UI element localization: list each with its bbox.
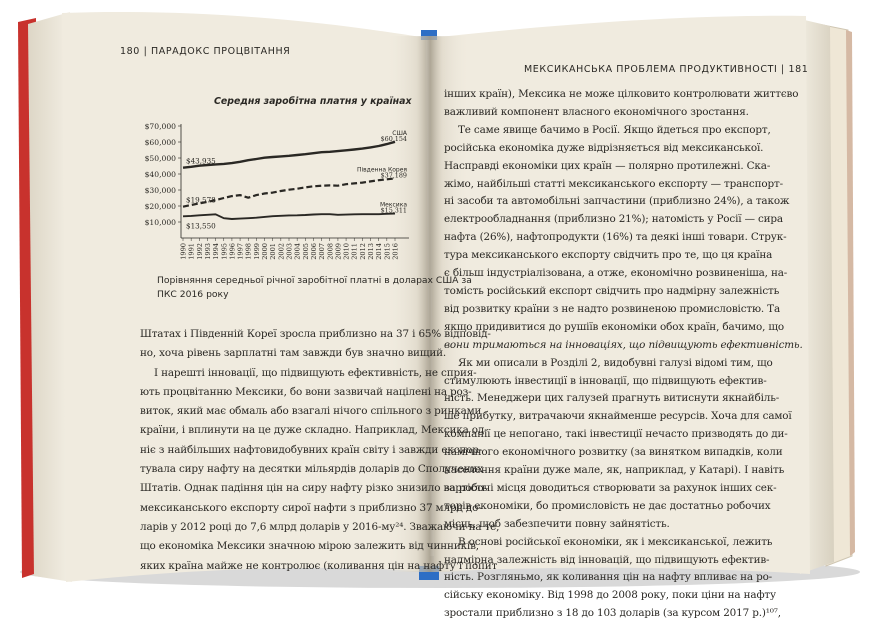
y-tick-label: $10,000 xyxy=(144,218,176,227)
text-line: но, хоча рівень зарплатні там завжди був значно вищий. xyxy=(140,347,447,360)
text-line: компанії це непогано, такі інвестиції нечасто призводять до ди- xyxy=(444,428,788,441)
left-running-title: ПАРАДОКС ПРОЦВІТАННЯ xyxy=(150,46,291,57)
text-line: Штатів. Однак падіння цін на сиру нафту різко знизило вартість xyxy=(140,482,488,495)
x-tick-label: 1993 xyxy=(203,243,212,260)
x-tick-label: 2009 xyxy=(334,243,343,260)
text-line: ність. Менеджери цих галузей прагнуть витиснути якнайбіль- xyxy=(444,392,780,405)
text-line: В основі російської економіки, як і мексиканської, лежить xyxy=(458,535,773,548)
text-line: за робочі місця доводиться створювати за рахунок інших сек- xyxy=(444,481,777,494)
header-divider: | xyxy=(781,64,789,75)
text-line: надмірна залежність від інновацій, що підвищують ефектив- xyxy=(444,553,770,566)
chart-caption xyxy=(157,274,472,302)
x-tick-label: 2011 xyxy=(350,243,359,260)
text-line: ні засоби та автомобільні запчастини (приблизно 24%), а також xyxy=(444,195,790,208)
text-line: якщо придивитися до рушіїв економіки обох країн, бачимо, що xyxy=(444,320,784,333)
y-tick-label: $30,000 xyxy=(144,186,176,195)
x-tick-label: 1991 xyxy=(187,243,196,260)
chart-title: Середня заробітна платня у країнах xyxy=(214,96,412,107)
text-line: російська економіка дуже відрізняється від мексиканської. xyxy=(444,141,764,154)
text-line: ше прибутку, витрачаючи якнайменше ресурсів. Хоча для самої xyxy=(444,410,792,423)
x-tick-label: 2012 xyxy=(358,243,367,260)
text-line: місць, щоб забезпечити повну зайнятість. xyxy=(444,517,670,530)
series-end-value-label: $15,311 xyxy=(380,206,407,215)
series-name-label: Мексика xyxy=(380,201,407,209)
x-tick-label: 1994 xyxy=(212,243,221,260)
x-tick-label: 1999 xyxy=(252,243,261,260)
text-line: ність. Розгляньмо, як коливання цін на нафту впливає на ро- xyxy=(444,571,773,584)
header-divider: | xyxy=(143,46,151,57)
text-line: яких країна майже не контролює (коливання цін на нафту і попит xyxy=(140,559,498,572)
series-start-value-label: $19,578 xyxy=(186,195,216,205)
text-line: намічного економічного розвитку (за винятком випадків, коли xyxy=(444,446,783,459)
x-tick-label: 2002 xyxy=(277,243,286,260)
series-name-label: Південна Корея xyxy=(356,166,407,174)
right-page-body xyxy=(444,86,803,623)
text-line: є більш індустріалізована, а отже, економічно розвиненіша, на- xyxy=(444,267,788,280)
y-tick-label: $60,000 xyxy=(144,138,176,147)
caption-line: Порівняння середньої річної заробітної платні в доларах США за xyxy=(157,275,472,286)
y-tick-label: $50,000 xyxy=(144,154,176,163)
series-end-value-label: $37,189 xyxy=(380,171,407,180)
text-line: ніє з найбільших нафтовидобувних країн світу і завжди експор- xyxy=(140,443,483,456)
right-page-number: 181 xyxy=(788,64,809,75)
text-line: Штатах і Південній Кореї зросла приблизно на 37 і 65% відповід- xyxy=(140,328,491,340)
x-tick-label: 2013 xyxy=(367,243,376,260)
x-tick-label: 2007 xyxy=(318,243,327,260)
text-line: електрообладнання (приблизно 21%); натомість у Росії — сира xyxy=(444,213,783,226)
left-page-number: 180 xyxy=(120,46,140,57)
x-tick-label: 2010 xyxy=(342,243,351,260)
text-line: від розвитку країни з не надто розвиненою промисловістю. Та xyxy=(444,302,781,315)
x-tick-label: 2015 xyxy=(383,243,392,260)
x-tick-label: 1992 xyxy=(195,243,204,260)
x-tick-label: 1996 xyxy=(228,243,237,260)
x-tick-label: 1990 xyxy=(179,243,188,260)
text-line: виток, який має обмаль або взагалі нічого спільного з ринками xyxy=(140,405,482,418)
x-tick-label: 2005 xyxy=(301,243,310,260)
series-end-value-label: $60,154 xyxy=(380,134,407,143)
x-tick-label: 1997 xyxy=(236,242,245,260)
x-tick-label: 1995 xyxy=(220,243,229,260)
text-line: Як ми описали в Розділі 2, видобувні галузі відомі тим, що xyxy=(458,356,773,369)
text-line: сійську економіку. Від 1998 до 2008 року, поки ціни на нафту xyxy=(444,589,776,602)
text-line: тура мексиканського експорту свідчить про те, що ця країна xyxy=(444,249,773,262)
x-tick-label: 2008 xyxy=(326,243,335,260)
text-line: мексиканського експорту сирої нафти з приблизно 37 млрд до- xyxy=(140,501,482,514)
text-line: тувала сиру нафту на десятки мільярдів доларів до Сполучених xyxy=(140,463,483,476)
x-tick-label: 1998 xyxy=(244,243,253,260)
text-line: торів економіки, бо промисловість не дає достатньо робочих xyxy=(444,499,771,512)
text-line: вони тримаються на інноваціях, що підвищують ефективність. xyxy=(444,338,803,351)
text-line: стимулюють інвестиції в інновації, що підвищують ефектив- xyxy=(444,374,767,387)
series-name-label: США xyxy=(392,129,407,137)
text-line: ють процвітанню Мексики, бо вони зазвичай націлені на роз- xyxy=(140,385,472,398)
text-line: важливий компонент власного економічного зростання. xyxy=(444,105,749,118)
x-tick-label: 2006 xyxy=(309,243,318,260)
text-line: ларів у 2012 році до 7,6 млрд доларів у 2016-му²⁴. Зважаючи на те, xyxy=(140,520,500,533)
text-line: Насправді економіки цих країн — полярно протилежні. Ска- xyxy=(444,159,771,172)
series-start-value-label: $43,935 xyxy=(186,156,216,166)
caption-line: ПКС 2016 року xyxy=(157,289,229,300)
text-line: жімо, найбільші статті мексиканського експорту — транспорт- xyxy=(444,177,783,190)
text-line: томість російський експорт свідчить про надмірну залежність xyxy=(444,284,780,297)
text-line: зростали приблизно з 18 до 103 доларів (за курсом 2017 р.)¹⁰⁷, xyxy=(444,607,781,620)
text-line: що економіка Мексики значною мірою залежить від чинників, xyxy=(140,540,479,553)
x-tick-label: 2016 xyxy=(391,243,400,260)
x-tick-label: 2004 xyxy=(293,243,302,260)
text-line: населення країни дуже мале, як, наприклад, у Катарі). І навіть xyxy=(444,464,785,477)
text-line: країни, і вплинути на це дуже складно. Наприклад, Мексика од- xyxy=(140,424,488,437)
x-tick-label: 2001 xyxy=(269,243,278,260)
y-tick-label: $40,000 xyxy=(144,170,176,179)
x-tick-label: 2000 xyxy=(261,243,270,260)
x-tick-label: 2014 xyxy=(375,243,384,260)
text-line: інших країн), Мексика не може цілковито контролювати життєво xyxy=(444,88,799,100)
series-start-value-label: $13,550 xyxy=(186,221,216,231)
text-line: Те саме явище бачимо в Росії. Якщо йдеться про експорт, xyxy=(458,123,771,136)
right-page-header xyxy=(524,64,808,75)
text-line: І нарешті інновації, що підвищують ефективність, не сприя- xyxy=(154,366,477,379)
text-line: нафта (26%), нафтопродукти (16%) та деякі інші товари. Струк- xyxy=(444,231,787,244)
y-tick-label: $20,000 xyxy=(144,202,176,211)
y-tick-label: $70,000 xyxy=(144,122,176,131)
x-tick-label: 2003 xyxy=(285,243,294,260)
left-page-header xyxy=(120,46,290,57)
right-running-title: МЕКСИКАНСЬКА ПРОБЛЕМА ПРОДУКТИВНОСТІ xyxy=(524,64,778,75)
